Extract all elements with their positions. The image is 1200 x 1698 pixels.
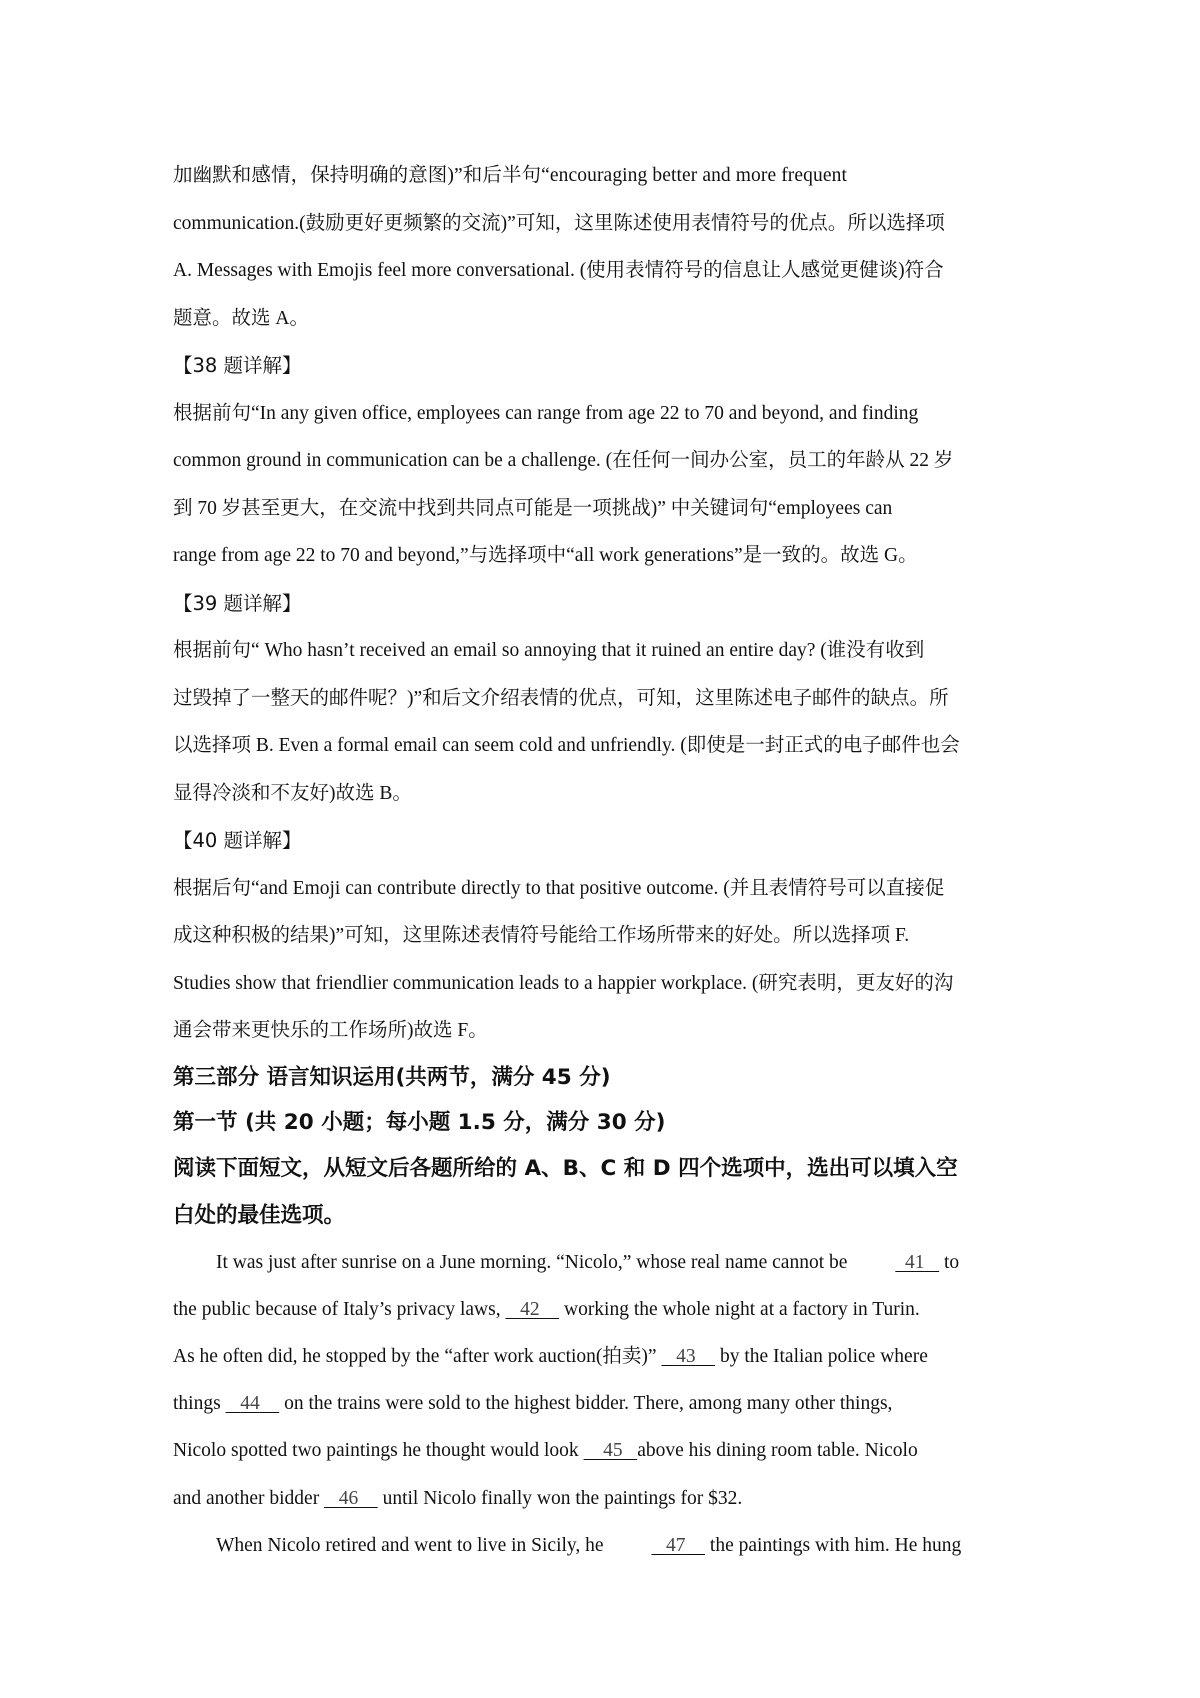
text-line: 根据后句“and Emoji can contribute directly to that positive outcome. (并且表情符号可以直接促 — [173, 877, 945, 899]
passage-text: on the trains were sold to the highest bidder. There, among many other things, — [279, 1393, 893, 1415]
passage-text: It was just after sunrise on a June morning. “Nicolo,” whose real name cannot be — [216, 1251, 853, 1273]
passage-text: working the whole night at a factory in Turin. — [559, 1298, 920, 1320]
text-line: 以选择项 B. Even a formal email can seem cold and unfriendly. (即使是一封正式的电子邮件也会 — [173, 735, 960, 756]
part-three-header — [173, 1055, 1035, 1239]
passage-line — [173, 1475, 1035, 1522]
passage-text: As he often did, he stopped by the “after work auction(拍卖)” — [173, 1345, 662, 1367]
passage-text: the paintings with him. He hung — [705, 1534, 962, 1556]
q40-explanation — [173, 817, 1035, 1055]
passage-line — [173, 1286, 1035, 1333]
passage-text: the public because of Italy’s privacy laws, — [173, 1298, 506, 1320]
passage-line — [173, 1427, 1035, 1474]
passage-text: by the Italian police where — [715, 1345, 928, 1367]
text-line: 成这种积极的结果)”可知，这里陈述表情符号能给工作场所带来的好处。所以选择项 F. — [173, 925, 910, 946]
passage-text: above his dining room table. Nicolo — [637, 1440, 918, 1462]
blank-number: 47 — [666, 1534, 686, 1556]
section-title: 第一节 (共 20 小题；每小题 1.5 分，满分 30 分) — [173, 1109, 666, 1135]
instruction-line: 阅读下面短文，从短文后各题所给的 A、B、C 和 D 四个选项中，选出可以填入空 — [173, 1155, 958, 1181]
q38-explanation — [173, 342, 1035, 580]
text-line: 加幽默和感情，保持明确的意图)”和后半句“encouraging better and more frequent — [173, 165, 847, 186]
passage-text: and another bidder — [173, 1487, 325, 1509]
passage-line — [173, 1522, 1035, 1569]
text-line: communication.(鼓励更好更频繁的交流)”可知，这里陈述使用表情符号的优点。所以选择项 — [173, 212, 945, 234]
q39-explanation — [173, 580, 1035, 818]
section-heading: 【40 题详解】 — [173, 829, 302, 852]
section-heading: 【38 题详解】 — [173, 354, 302, 377]
passage-line — [173, 1239, 1035, 1286]
blank-47 — [608, 1522, 705, 1569]
blank-number: 41 — [905, 1251, 925, 1273]
blank-number: 44 — [240, 1393, 260, 1415]
passage-line — [173, 1380, 1035, 1427]
passage-text: things — [173, 1393, 226, 1415]
blank-number: 43 — [676, 1345, 696, 1367]
text-line: 过毁掉了一整天的邮件呢？)”和后文介绍表情的优点，可知，这里陈述电子邮件的缺点。所 — [173, 687, 949, 709]
text-line: 到 70 岁甚至更大，在交流中找到共同点可能是一项挑战)” 中关键词句“employees can — [173, 497, 893, 519]
blank-number: 42 — [520, 1298, 540, 1320]
q37-explanation-tail — [173, 152, 1035, 342]
text-line: Studies show that friendlier communication leads to a happier workplace. (研究表明，更友好的沟 — [173, 972, 954, 994]
passage-line — [173, 1333, 1035, 1380]
passage-text: to — [939, 1251, 960, 1273]
passage-text: When Nicolo retired and went to live in Sicily, he — [216, 1534, 609, 1556]
blank-number: 45 — [603, 1440, 623, 1462]
text-line: 通会带来更快乐的工作场所)故选 F。 — [173, 1020, 488, 1041]
document-page — [173, 152, 1035, 1569]
section-heading: 【39 题详解】 — [173, 591, 302, 615]
blank-42 — [505, 1286, 559, 1333]
blank-44 — [226, 1380, 280, 1427]
text-line: range from age 22 to 70 and beyond,”与选择项中“all work generations”是一致的。故选 G。 — [173, 545, 918, 566]
text-line: 根据前句“In any given office, employees can range from age 22 to 70 and beyond, and finding — [173, 402, 919, 424]
text-line: A. Messages with Emojis feel more conversational. (使用表情符号的信息让人感觉更健谈)符合 — [173, 260, 944, 281]
part-title: 第三部分 语言知识运用(共两节，满分 45 分) — [173, 1064, 611, 1090]
blank-number: 46 — [338, 1487, 359, 1509]
text-line: 题意。故选 A。 — [173, 307, 309, 329]
passage-text: until Nicolo finally won the paintings for $32. — [377, 1487, 743, 1509]
text-line: common ground in communication can be a challenge. (在任何一间办公室，员工的年龄从 22 岁 — [173, 450, 954, 471]
passage-text: Nicolo spotted two paintings he thought would look — [173, 1440, 584, 1462]
text-line: 显得冷淡和不友好)故选 B。 — [173, 782, 412, 804]
blank-45 — [584, 1427, 638, 1474]
instruction-line: 白处的最佳选项。 — [173, 1202, 346, 1228]
cloze-passage — [173, 1239, 1035, 1569]
text-line: 根据前句“ Who hasn’t received an email so annoying that it ruined an entire day? (谁没有收到 — [173, 640, 925, 661]
blank-46 — [324, 1475, 378, 1522]
blank-43 — [661, 1333, 715, 1380]
blank-41 — [852, 1239, 939, 1286]
